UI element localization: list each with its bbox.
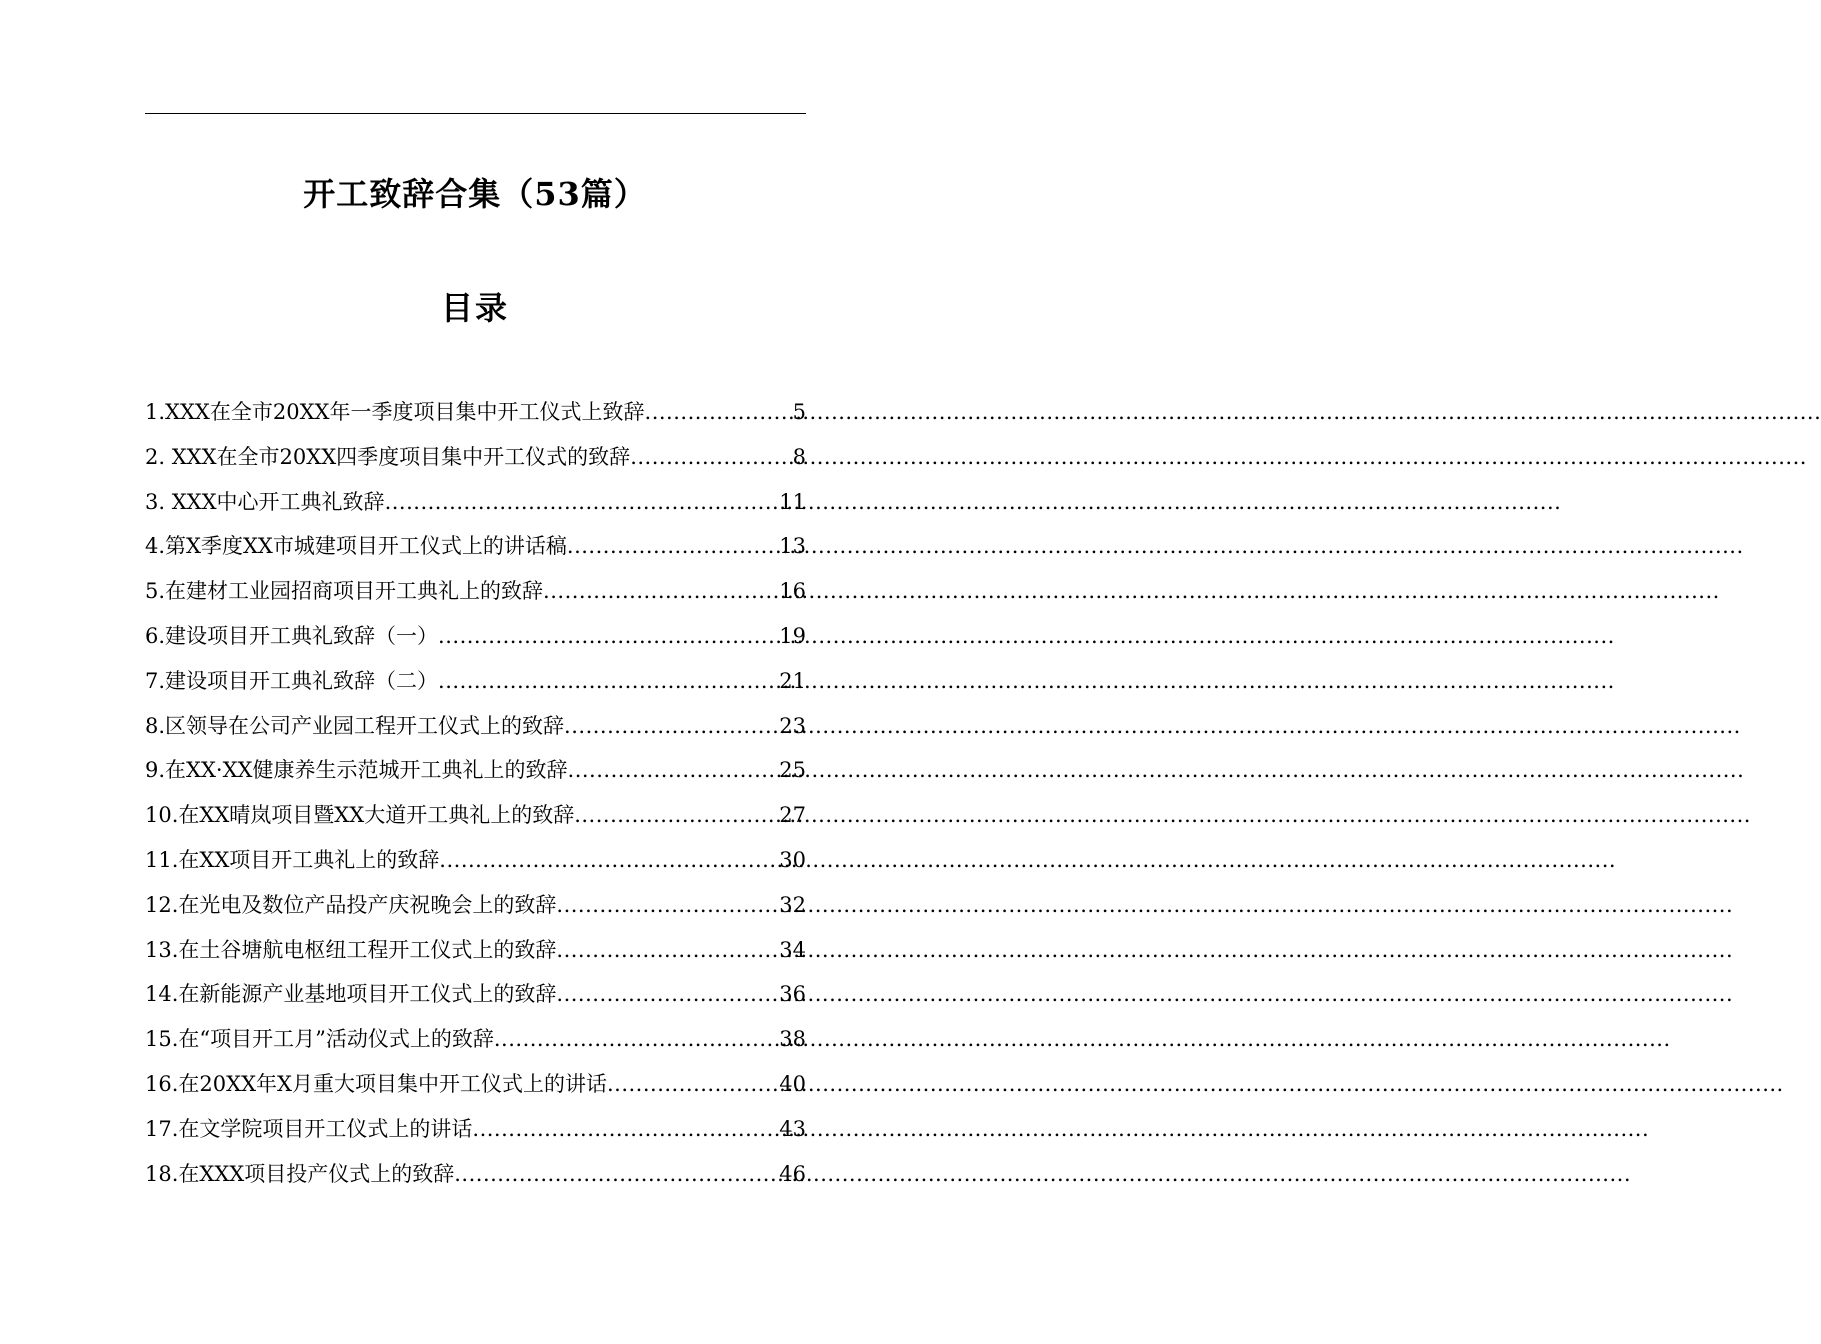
- toc-dot-leader: [385, 480, 780, 525]
- toc-dot-leader: [494, 1017, 779, 1062]
- toc-page-number: 5: [792, 400, 806, 424]
- toc-dot-leader: [630, 435, 792, 480]
- toc-entry-title: 16.在20XX年X月重大项目集中开工仪式上的讲话: [145, 1071, 607, 1096]
- toc-entry[interactable]: [145, 748, 806, 793]
- toc-entry[interactable]: [145, 972, 806, 1017]
- toc-entry-title: 15.在“项目开工月”活动仪式上的致辞: [145, 1027, 494, 1052]
- toc-entry-title: 11.在XX项目开工典礼上的致辞: [145, 847, 440, 872]
- toc-page-number: 8: [792, 444, 806, 469]
- toc-dot-leader: [439, 838, 779, 883]
- toc-entry-title: 10.在XX晴岚项目暨XX大道开工典礼上的致辞: [145, 803, 575, 828]
- toc-page-number: 27: [779, 803, 806, 828]
- toc-page-number: 43: [779, 1116, 806, 1141]
- toc-page-number: 34: [779, 937, 806, 962]
- toc-entry[interactable]: [145, 435, 806, 480]
- toc-entry-title: 2. XXX在全市20XX四季度项目集中开工仪式的致辞: [145, 444, 631, 469]
- toc-entry[interactable]: [145, 480, 806, 525]
- toc-entry-title: 6.建设项目开工典礼致辞（一）: [145, 623, 439, 648]
- toc-page-number: 32: [779, 892, 806, 917]
- document-title: 开工致辞合集（53篇）: [303, 175, 647, 213]
- toc-entry[interactable]: [145, 1152, 806, 1197]
- toc-entry[interactable]: [145, 1107, 806, 1152]
- toc-page-number: 40: [779, 1071, 806, 1096]
- toc-entry-title: 18.在XXX项目投产仪式上的致辞: [145, 1161, 455, 1186]
- toc-page-number: 21: [779, 668, 806, 693]
- header-rule: [145, 113, 806, 114]
- toc-page-number: 19: [779, 623, 806, 648]
- toc-page-number: 23: [779, 713, 806, 738]
- toc-entry-title: 14.在新能源产业基地项目开工仪式上的致辞: [145, 982, 557, 1007]
- toc-entry[interactable]: [145, 390, 806, 435]
- toc-page-number: 30: [779, 847, 806, 872]
- toc-dot-leader: [568, 748, 780, 793]
- toc-entry-title: 7.建设项目开工典礼致辞（二）: [145, 668, 439, 693]
- toc-entry[interactable]: [145, 928, 806, 973]
- toc-dot-leader: [567, 524, 779, 569]
- toc-dot-leader: [438, 659, 779, 704]
- toc-entry[interactable]: [145, 838, 806, 883]
- toc-page-number: 46: [779, 1161, 806, 1186]
- toc-page-number: 13: [779, 534, 806, 559]
- toc-entry-title: 3. XXX中心开工典礼致辞: [145, 489, 385, 514]
- toc-dot-leader: [607, 1062, 779, 1107]
- toc-dot-leader: [438, 614, 779, 659]
- toc-dot-leader: [556, 928, 779, 973]
- toc-entry[interactable]: [145, 704, 806, 749]
- toc-page-number: 25: [779, 758, 806, 783]
- toc-dot-leader: [645, 390, 793, 435]
- toc-dot-leader: [574, 793, 779, 838]
- toc-dot-leader: [556, 883, 779, 928]
- toc-dot-leader: [564, 704, 779, 749]
- toc-entry[interactable]: [145, 883, 806, 928]
- toc-page-number: 11: [779, 489, 806, 514]
- toc-entry-title: 9.在XX·XX健康养生示范城开工典礼上的致辞: [145, 758, 568, 783]
- toc-dot-leader: [454, 1152, 779, 1197]
- toc-entry-title: 17.在文学院项目开工仪式上的讲话: [145, 1116, 473, 1141]
- toc-entry[interactable]: [145, 1062, 806, 1107]
- toc-entry[interactable]: [145, 524, 806, 569]
- toc-entry[interactable]: [145, 1017, 806, 1062]
- toc-page-number: 36: [779, 982, 806, 1007]
- toc-entry-title: 4.第X季度XX市城建项目开工仪式上的讲话稿: [145, 534, 567, 559]
- toc-entry-title: 1.XXX在全市20XX年一季度项目集中开工仪式上致辞: [145, 400, 645, 424]
- toc-dot-leader: [556, 972, 779, 1017]
- table-of-contents: [145, 390, 806, 1196]
- toc-dot-leader: [472, 1107, 779, 1152]
- toc-entry-title: 13.在土谷塘航电枢纽工程开工仪式上的致辞: [145, 937, 557, 962]
- toc-entry[interactable]: [145, 659, 806, 704]
- toc-entry-title: 12.在光电及数位产品投产庆祝晚会上的致辞: [145, 892, 557, 917]
- toc-page-number: 16: [779, 579, 806, 604]
- toc-dot-leader: [543, 569, 779, 614]
- toc-entry[interactable]: [145, 793, 806, 838]
- toc-page-number: 38: [779, 1027, 806, 1052]
- toc-entry-title: 5.在建材工业园招商项目开工典礼上的致辞: [145, 579, 544, 604]
- toc-entry[interactable]: [145, 569, 806, 614]
- toc-entry-title: 8.区领导在公司产业园工程开工仪式上的致辞: [145, 713, 565, 738]
- toc-heading: 目录: [440, 289, 509, 327]
- toc-entry[interactable]: [145, 614, 806, 659]
